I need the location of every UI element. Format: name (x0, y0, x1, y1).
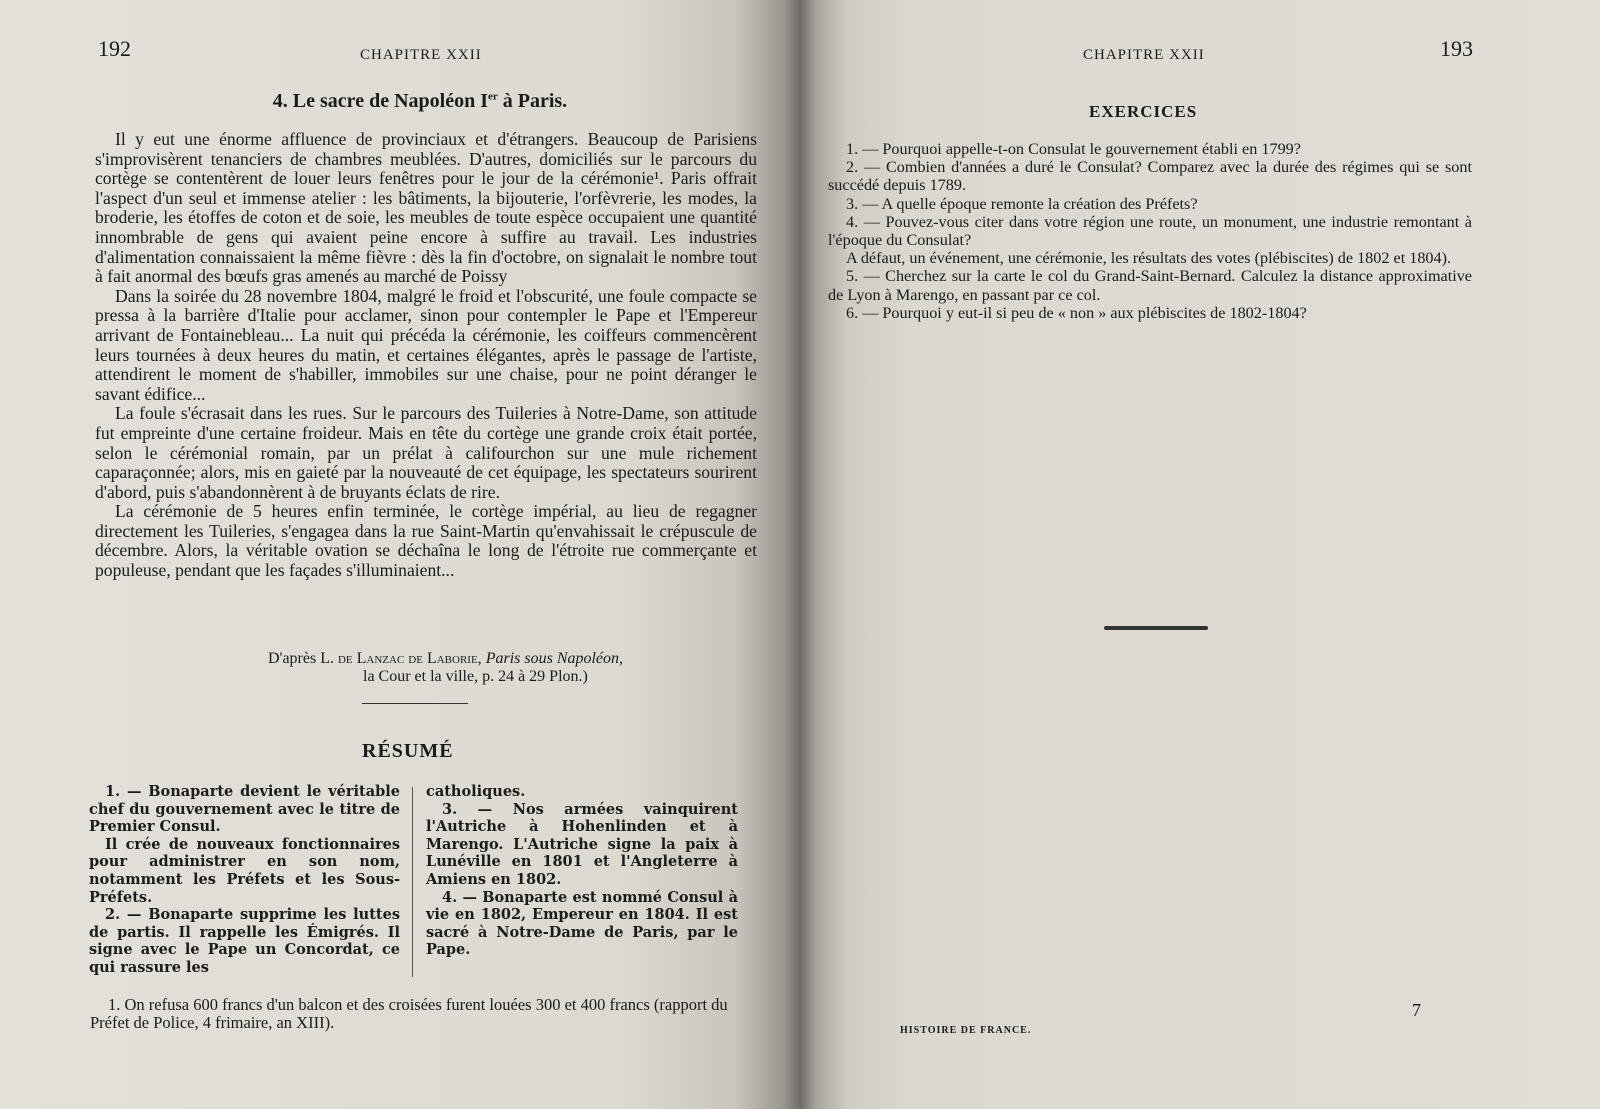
running-head: CHAPITRE XXII (1083, 47, 1205, 63)
attribution-title: Paris sous Napoléon, (485, 650, 624, 667)
column-divider (412, 787, 413, 977)
ornament-rule (1104, 626, 1208, 630)
section-title-suffix: à Paris. (497, 90, 568, 112)
attribution-line-2: la Cour et la ville, p. 24 à 29 Plon.) (363, 668, 588, 685)
resume-item: 4. — Bonaparte est nommé Consul à vie en 1802, Empereur en 1804. Il est sacré à Notre-Dame de Paris, par le Pape. (426, 888, 738, 959)
resume-continuation: catholiques. (426, 783, 526, 800)
attribution-line-1 (268, 650, 738, 668)
body-paragraph: Dans la soirée du 28 novembre 1804, malgré le froid et l'obscurité, une foule compacte se pressa à la barrière d'Italie pour acclamer, sinon pour contempler le Pape et l'Empereur arrivant de Fontainebleau... La nuit qui précéda la cérémonie, les coiffeurs commencèrent leurs tournées à deux heures du matin, et certaines élégantes, après le passage de l'artiste, attendirent le moment de s'habiller, immobiles sur une chaise, pour ne point déranger le savant édifice... (95, 285, 757, 404)
page-number: 192 (98, 36, 131, 61)
body-paragraph: La foule s'écrasait dans les rues. Sur le parcours des Tuileries à Notre-Dame, son attitude fut empreinte d'une certaine froideur. Mais en tête du cortège une grande croix était portée, selon le cérémonial romain, par un prélat à califourchon sur une mule richement caparaçonnée; alors, mis en gaieté par la nouveauté de cet équipage, les spectateurs sourirent d'abord, puis s'abandonnèrent à de bruyants éclats de rire. (95, 403, 757, 502)
exercise-item: 2. — Combien d'années a duré le Consulat? Comparez avec la durée des régimes qui se sont succédé depuis 1789. (828, 158, 1472, 195)
body-paragraph: Il y eut une énorme affluence de provinciaux et d'étrangers. Beaucoup de Parisiens s'improvisèrent tenanciers de chambres meublées. D'autres, domiciliés sur le parcours du cortège se contentèrent de louer leurs fenêtres pour le jour de la cérémonie¹. Paris offrait l'aspect d'un seul et immense atelier : les bâtiments, la bijouterie, l'orfèvrerie, les modes, la broderie, les étoffes de coton et de soie, les meubles de toute espèce occupaient une quantité innombrable de gens qui avaient peine encore à suffire au travail. Les industries d'alimentation connaissaient la même fièvre : dès la fin d'octobre, on signalait le nombre tout à fait anormal des bœufs gras amenés au marché de Poissy (95, 129, 757, 287)
resume-left-column (89, 783, 400, 977)
exercise-item: A défaut, un événement, une cérémonie, les résultats des votes (plébiscites) de 1802 et 1804). (846, 249, 1452, 268)
page-number: 193 (1440, 36, 1473, 61)
exercises-title: EXERCICES (1089, 102, 1198, 121)
footnote: 1. On refusa 600 francs d'un balcon et des croisées furent louées 300 et 400 francs (rapport du Préfet de Police, 4 frimaire, an XIII). (90, 995, 728, 1032)
section-title-sup: er (487, 90, 498, 103)
exercise-item: 1. — Pourquoi appelle-t-on Consulat le gouvernement établi en 1799? (846, 140, 1301, 158)
right-page (800, 0, 1600, 1109)
signature-mark: 7 (1412, 1000, 1421, 1020)
resume-item: 3. — Nos armées vainquirent l'Autriche à Hohenlinden et à Marengo. L'Autriche signe la paix à Lunéville en 1801 et l'Angleterre à Amiens en 1802. (426, 800, 738, 888)
exercise-item: 6. — Pourquoi y eut-il si peu de « non » aux plébiscites de 1802-1804? (846, 303, 1307, 322)
body-text (95, 130, 757, 581)
attribution (268, 650, 738, 686)
resume-item: 1. — Bonaparte devient le véritable chef du gouvernement avec le titre de Premier Consul. (89, 783, 400, 836)
separator-rule (362, 703, 468, 704)
exercise-item: 4. — Pouvez-vous citer dans votre région une route, un monument, une industrie remontant à l'époque du Consulat? (828, 212, 1472, 250)
running-head: CHAPITRE XXII (360, 47, 482, 63)
attribution-author: de Lanzac de Laborie, (337, 650, 482, 667)
footer-label: HISTOIRE DE FRANCE. (900, 1025, 1032, 1036)
attribution-prefix: D'après L. (268, 650, 334, 667)
section-title-prefix: 4. Le sacre de Napoléon I (272, 90, 488, 112)
body-paragraph: La cérémonie de 5 heures enfin terminée, le cortège impérial, au lieu de regagner directement les Tuileries, s'engagea dans la rue Saint-Martin qu'envahissait le crépuscule de décembre. Alors, la véritable ovation se déchaîna le long de l'étroite rue commerçante et populeuse, pendant que les façades s'illuminaient... (95, 501, 757, 581)
section-title (0, 90, 840, 113)
exercises-list (828, 140, 1472, 322)
resume-item: Il crée de nouveaux fonctionnaires pour administrer en son nom, notamment les Préfets et les Sous-Préfets. (89, 835, 400, 906)
resume-right-column (426, 783, 738, 959)
exercise-item: 5. — Cherchez sur la carte le col du Grand-Saint-Bernard. Calculez la distance approximative de Lyon à Marengo, en passant par ce col. (828, 267, 1472, 304)
resume-title: RÉSUMÉ (362, 740, 454, 762)
exercise-item: 3. — A quelle époque remonte la création des Préfets? (846, 194, 1198, 213)
resume-item: 2. — Bonaparte supprime les luttes de partis. Il rappelle les Émigrés. Il signe avec le Pape un Concordat, ce qui rassure les (89, 906, 400, 976)
